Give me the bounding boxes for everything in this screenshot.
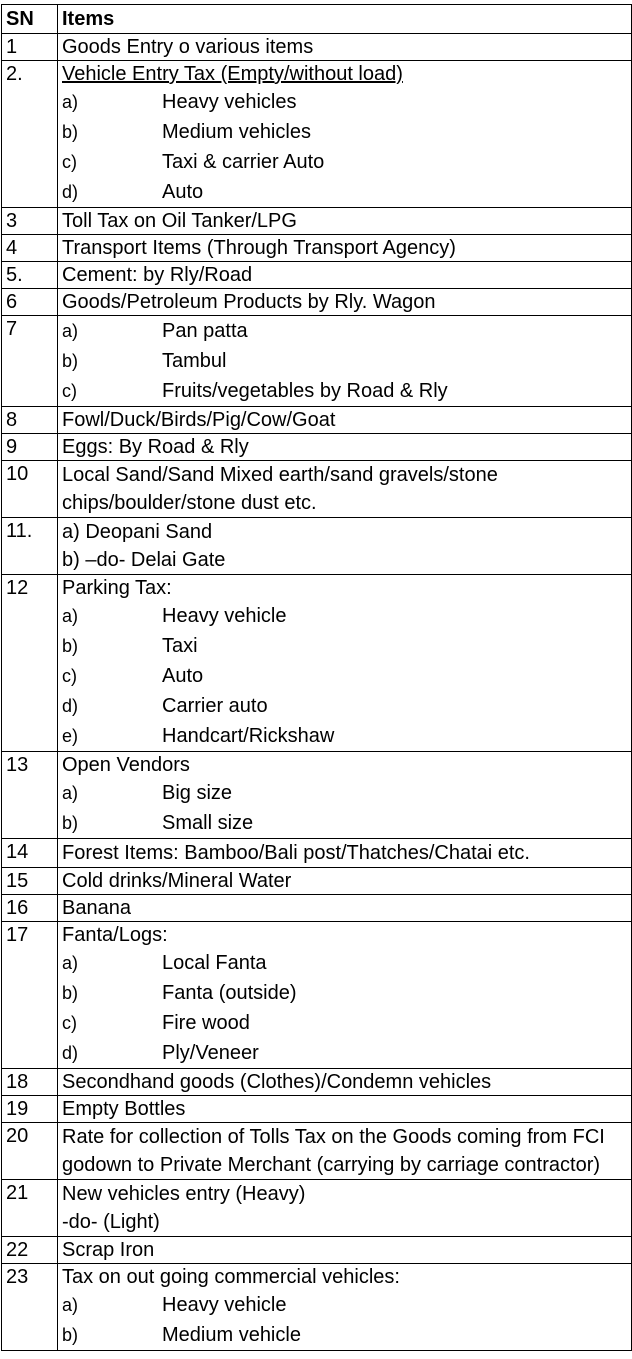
sub-item-text: Fanta (outside) [162, 982, 297, 1004]
table-row [2, 461, 632, 518]
row-items [58, 575, 632, 752]
sub-item-marker: b) [62, 1325, 79, 1345]
item-text: Fanta/Logs: [62, 924, 168, 946]
item-text: Goods/Petroleum Products by Rly. Wagon [62, 291, 436, 313]
sub-item [62, 808, 631, 838]
item-text: Empty Bottles [62, 1098, 186, 1120]
table-row [2, 839, 632, 868]
row-sn: 5. [2, 262, 58, 289]
table-row [2, 208, 632, 235]
table-row [2, 289, 632, 316]
table-row [2, 518, 632, 575]
row-items [58, 289, 632, 316]
sub-item-text: Heavy vehicles [162, 91, 297, 113]
sub-item-text: Heavy vehicle [162, 1294, 287, 1316]
item-text: Rate for collection of Tolls Tax on the Goods coming from FCI godown to Private Merchant (carrying by carriage contractor) [62, 1126, 605, 1176]
row-sn: 4 [2, 235, 58, 262]
item-text: Cement: by Rly/Road [62, 264, 253, 286]
item-text: Goods Entry o various items [62, 36, 314, 58]
row-sn: 17 [2, 922, 58, 1069]
sub-item-text: Local Fanta [162, 952, 267, 974]
sub-item-text: Tambul [162, 350, 227, 372]
header-sn: SN [2, 5, 58, 34]
row-items [58, 922, 632, 1069]
item-line: a) Deopani Sand [62, 521, 213, 543]
sub-item-text: Handcart/Rickshaw [162, 725, 335, 747]
header-items: Items [58, 5, 632, 34]
row-items [58, 407, 632, 434]
table-row [2, 1180, 632, 1237]
sub-item-marker: a) [62, 321, 79, 341]
table-row [2, 922, 632, 1069]
table-row [2, 434, 632, 461]
item-text: Transport Items (Through Transport Agency) [62, 237, 456, 259]
table-body [2, 34, 632, 1351]
row-sn: 3 [2, 208, 58, 235]
sub-item [62, 1008, 631, 1038]
row-items [58, 61, 632, 208]
item-text: Eggs: By Road & Rly [62, 436, 249, 458]
row-items [58, 1069, 632, 1096]
row-items [58, 868, 632, 895]
sub-item-text: Fruits/vegetables by Road & Rly [162, 380, 448, 402]
sub-item-marker: b) [62, 122, 79, 142]
row-sn: 19 [2, 1096, 58, 1123]
sub-item [62, 631, 631, 661]
sub-item-marker: b) [62, 636, 79, 656]
row-items [58, 34, 632, 61]
sub-item-marker: e) [62, 726, 79, 746]
sub-item-marker: a) [62, 783, 79, 803]
sub-item [62, 691, 631, 721]
row-items [58, 262, 632, 289]
row-items [58, 1180, 632, 1237]
sub-item [62, 721, 631, 751]
item-text: Cold drinks/Mineral Water [62, 870, 292, 892]
sub-item-marker: d) [62, 182, 79, 202]
row-sn: 2. [2, 61, 58, 208]
row-sn: 9 [2, 434, 58, 461]
sub-item [62, 778, 631, 808]
table-row [2, 316, 632, 407]
sub-item [62, 346, 631, 376]
row-sn: 18 [2, 1069, 58, 1096]
table-row [2, 868, 632, 895]
row-sn: 7 [2, 316, 58, 407]
sub-item-marker: b) [62, 351, 79, 371]
table-row [2, 1264, 632, 1351]
row-items [58, 208, 632, 235]
table-row [2, 1096, 632, 1123]
sub-item-text: Ply/Veneer [162, 1042, 259, 1064]
row-items [58, 518, 632, 575]
sub-item-marker: c) [62, 381, 77, 401]
sub-item-text: Big size [162, 782, 233, 804]
table-row [2, 61, 632, 208]
row-items [58, 316, 632, 407]
sub-item-text: Auto [162, 665, 204, 687]
row-sn: 13 [2, 752, 58, 839]
item-text: Scrap Iron [62, 1239, 155, 1261]
sub-item-marker: a) [62, 953, 79, 973]
sub-item-text: Small size [162, 812, 254, 834]
sub-item-marker: d) [62, 696, 79, 716]
sub-item [62, 978, 631, 1008]
items-table [1, 4, 632, 1351]
row-sn: 16 [2, 895, 58, 922]
row-sn: 8 [2, 407, 58, 434]
row-items [58, 839, 632, 868]
row-sn: 10 [2, 461, 58, 518]
sub-item [62, 1290, 631, 1320]
sub-item-marker: a) [62, 606, 79, 626]
row-sn: 20 [2, 1123, 58, 1180]
row-items [58, 752, 632, 839]
row-sn: 15 [2, 868, 58, 895]
item-text: Toll Tax on Oil Tanker/LPG [62, 210, 297, 232]
table-row [2, 34, 632, 61]
table-row [2, 1069, 632, 1096]
row-items [58, 1237, 632, 1264]
table-row [2, 895, 632, 922]
sub-item-text: Pan patta [162, 320, 248, 342]
sub-item-marker: a) [62, 92, 79, 112]
row-sn: 12 [2, 575, 58, 752]
row-sn: 21 [2, 1180, 58, 1237]
item-text: Banana [62, 897, 131, 919]
sub-item [62, 1038, 631, 1068]
row-sn: 6 [2, 289, 58, 316]
sub-item-marker: a) [62, 1295, 79, 1315]
sub-item-text: Fire wood [162, 1012, 250, 1034]
sub-item-marker: c) [62, 152, 77, 172]
sub-item [62, 376, 631, 406]
sub-item-text: Medium vehicles [162, 121, 311, 143]
row-items [58, 1096, 632, 1123]
row-items [58, 461, 632, 518]
row-sn: 11. [2, 518, 58, 575]
sub-item-marker: d) [62, 1043, 79, 1063]
sub-item-text: Taxi & carrier Auto [162, 151, 325, 173]
sub-item-marker: b) [62, 813, 79, 833]
sub-item [62, 661, 631, 691]
sub-item [62, 316, 631, 346]
item-text: Fowl/Duck/Birds/Pig/Cow/Goat [62, 409, 336, 431]
table-row [2, 752, 632, 839]
item-text: Secondhand goods (Clothes)/Condemn vehicles [62, 1071, 492, 1093]
table-header-row [2, 5, 632, 34]
sub-item [62, 177, 631, 207]
sub-item-marker: b) [62, 983, 79, 1003]
sub-item-text: Auto [162, 181, 204, 203]
sub-item-marker: c) [62, 666, 77, 686]
table-row [2, 1237, 632, 1264]
item-text: Parking Tax: [62, 577, 172, 599]
sub-item [62, 1320, 631, 1350]
sub-item [62, 948, 631, 978]
item-line: New vehicles entry (Heavy) [62, 1183, 306, 1205]
sub-item [62, 117, 631, 147]
item-line: b) –do- Delai Gate [62, 549, 226, 571]
sub-item [62, 87, 631, 117]
table-row [2, 1123, 632, 1180]
row-items [58, 1123, 632, 1180]
table-row [2, 235, 632, 262]
row-sn: 23 [2, 1264, 58, 1351]
item-text: Tax on out going commercial vehicles: [62, 1266, 400, 1288]
table-row [2, 262, 632, 289]
table-row [2, 407, 632, 434]
item-text: Vehicle Entry Tax (Empty/without load) [62, 63, 403, 85]
row-items [58, 434, 632, 461]
sub-item [62, 147, 631, 177]
item-line: -do- (Light) [62, 1211, 160, 1233]
item-text: Local Sand/Sand Mixed earth/sand gravels/stone chips/boulder/stone dust etc. [62, 464, 498, 514]
row-sn: 1 [2, 34, 58, 61]
row-sn: 14 [2, 839, 58, 868]
sub-item-text: Medium vehicle [162, 1324, 301, 1346]
sub-item-text: Carrier auto [162, 695, 268, 717]
row-sn: 22 [2, 1237, 58, 1264]
item-text: Forest Items: Bamboo/Bali post/Thatches/Chatai etc. [62, 842, 530, 864]
sub-item [62, 601, 631, 631]
sub-item-text: Heavy vehicle [162, 605, 287, 627]
item-text: Open Vendors [62, 754, 190, 776]
table-row [2, 575, 632, 752]
row-items [58, 235, 632, 262]
row-items [58, 1264, 632, 1351]
sub-item-marker: c) [62, 1013, 77, 1033]
row-items [58, 895, 632, 922]
sub-item-text: Taxi [162, 635, 198, 657]
